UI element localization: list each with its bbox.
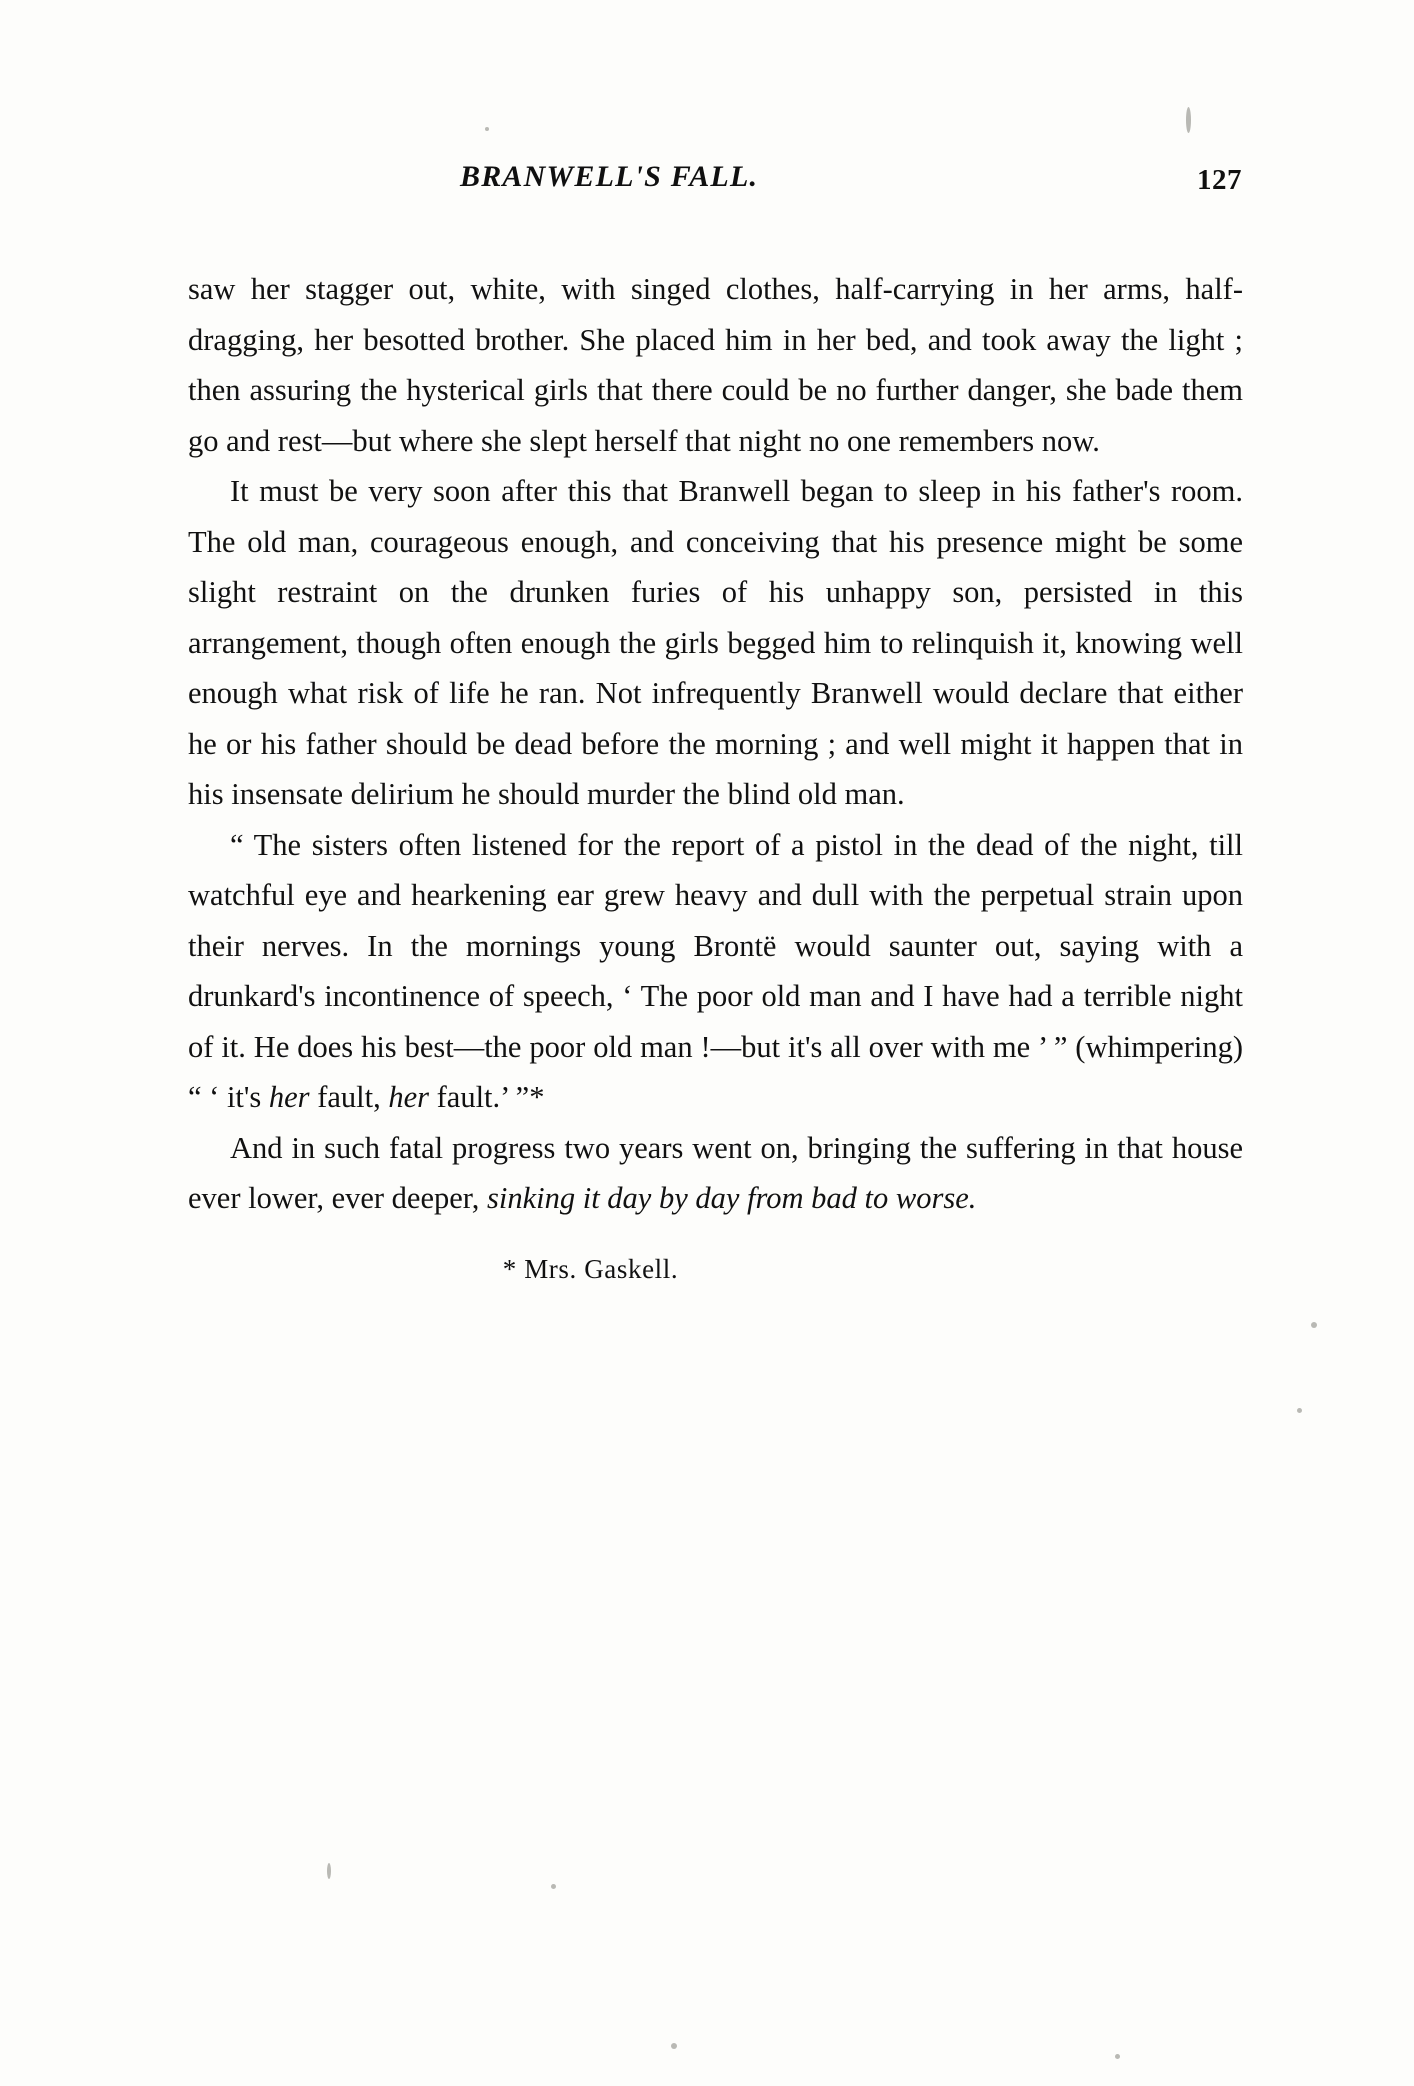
paragraph-3-text: “ The sisters often listened for the report of a pistol in the dead of the night, till watchful eye and hearkening ear grew heavy and dull with the perpetual strain upon their nerves. In the mornings young Brontë would saunter out, saying with a drunkard's incontinence of speech, ‘ The poor old man and I have had a terrible night of it. He does his best—the poor old man !—but it's all over with me ’ ” (whimpering) “ ‘ it's <box>188 827 1243 1114</box>
closing-italic-line: sinking it day by day from bad to worse. <box>486 1181 977 1215</box>
quote-tail-text: fault.’ ”* <box>429 1080 545 1114</box>
emphasis-her-2: her <box>388 1080 430 1114</box>
running-head <box>188 160 1248 220</box>
paper-speck <box>1186 107 1191 133</box>
paper-speck <box>327 1863 331 1879</box>
paper-speck <box>1311 1322 1317 1328</box>
paper-speck <box>1297 1408 1302 1413</box>
body-text <box>188 264 1243 1285</box>
footnote: * Mrs. Gaskell. <box>502 1253 679 1284</box>
paper-speck <box>671 2043 677 2049</box>
paragraph-1: saw her stagger out, white, with singed clothes, half-carrying in her arms, half-dragging, her besotted brother. She placed him in her bed, and took away the light ; then assuring the hysterical girls that there could be no further danger, she bade them go and rest—but where she slept herself that night no one remembers now. <box>188 272 1243 458</box>
paper-speck <box>551 1884 556 1889</box>
paragraph-2: It must be very soon after this that Branwell began to sleep in his father's room. The old man, courageous enough, and conceiving that his presence might be some slight restraint on the drunken furies of his unhappy son, persisted in this arrangement, though often enough the girls begged him to relinquish it, knowing well enough what risk of life he ran. Not infrequently Branwell would declare that either he or his father should be dead before the morning ; and well might it happen that in his insensate delirium he should murder the blind old man. <box>188 474 1243 811</box>
paragraph-4-text: And in such fatal progress two years went on, bringing the suffering in that house ever lower, ever deeper, <box>188 1130 1243 1215</box>
running-title: BRANWELL'S FALL. <box>460 160 759 193</box>
paragraph-3 <box>188 820 1243 1123</box>
paragraph-4 <box>188 1123 1243 1224</box>
page-number: 127 <box>1197 164 1242 196</box>
quote-mid-text: fault, <box>309 1080 389 1114</box>
emphasis-her-1: her <box>268 1080 310 1114</box>
page-content <box>188 160 1248 1285</box>
paper-speck <box>1115 2054 1120 2059</box>
paper-speck <box>485 127 489 131</box>
